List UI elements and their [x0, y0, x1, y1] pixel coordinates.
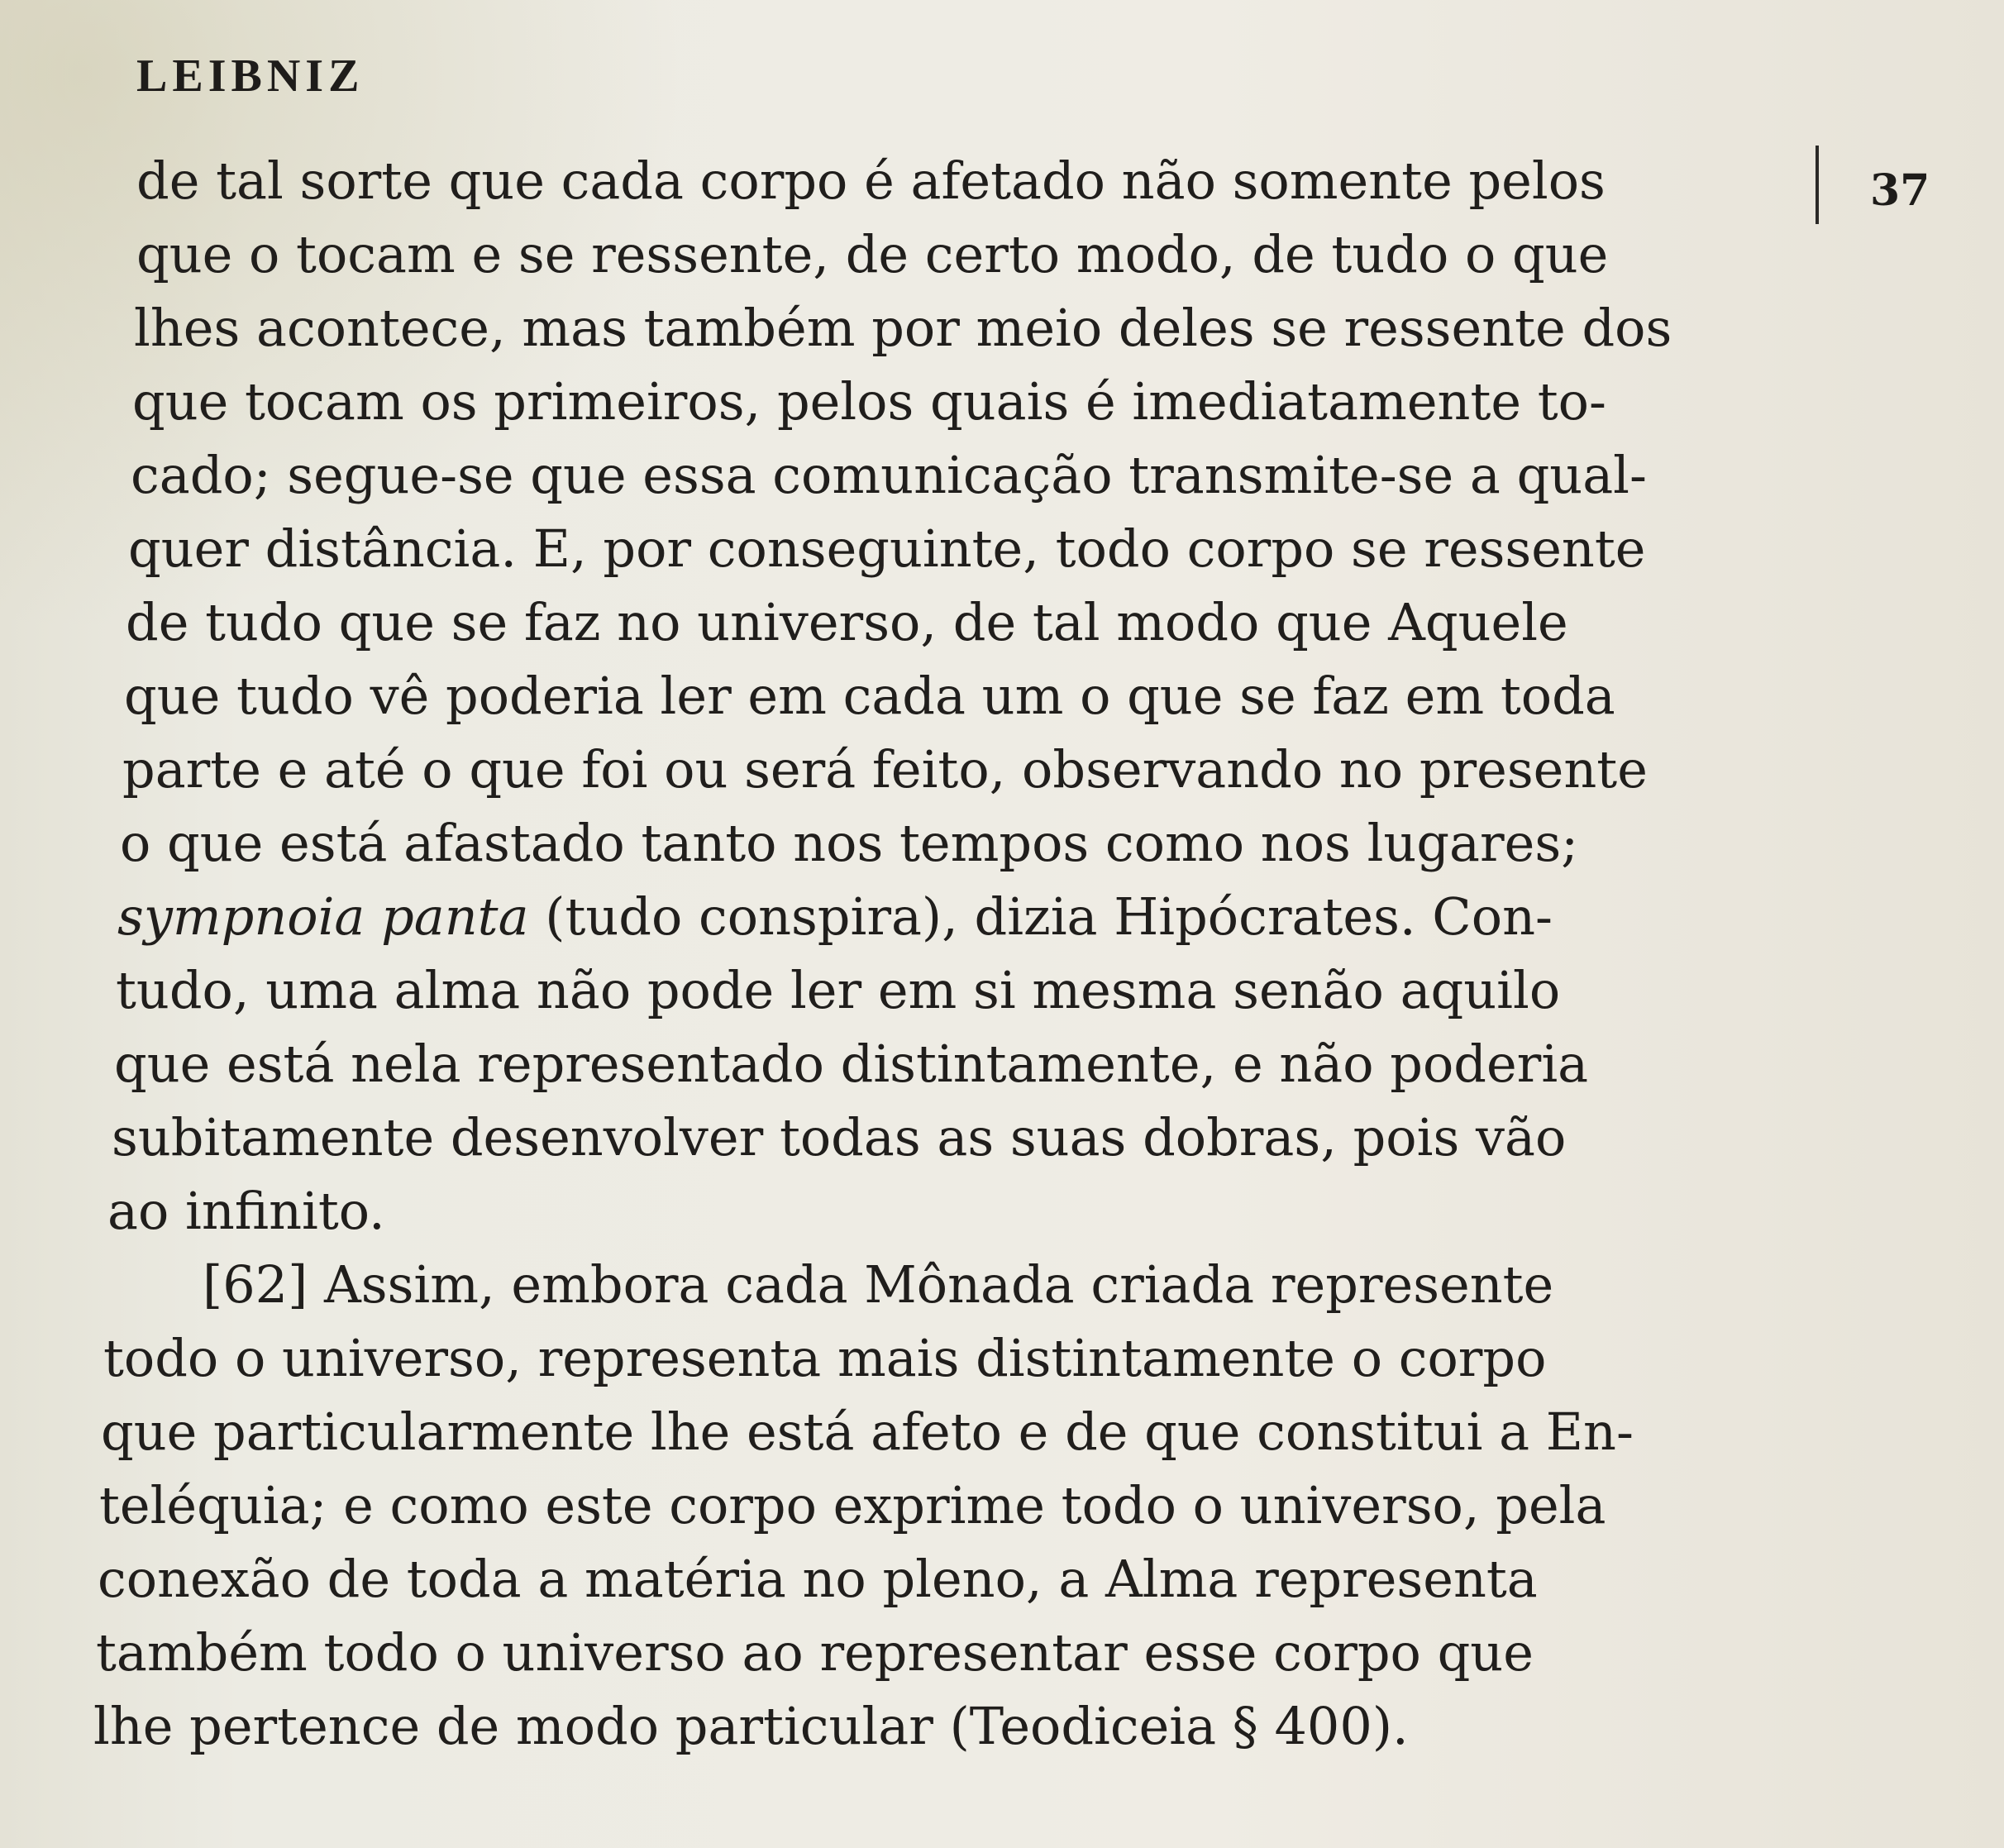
- text-line: cado; segue-se que essa comunicação transmite-se a qual-: [131, 445, 1647, 505]
- text-line: parte e até o que foi ou será feito, observando no presente: [122, 739, 1648, 800]
- text-line: o que está afastado tanto nos tempos como nos lugares;: [120, 813, 1579, 873]
- running-head: LEIBNIZ: [136, 50, 365, 102]
- text-line: que o tocam e se ressente, de certo modo, de tudo o que: [136, 224, 1609, 284]
- text-line: também todo o universo ao representar esse corpo que: [96, 1622, 1534, 1683]
- text-line: subitamente desenvolver todas as suas dobras, pois vão: [112, 1107, 1567, 1168]
- text-line: quer distância. E, por conseguinte, todo corpo se ressente: [128, 518, 1646, 579]
- text-line: lhe pertence de modo particular (Teodiceia § 400).: [93, 1696, 1409, 1756]
- page-number: 37: [1870, 165, 1930, 216]
- text-line: de tal sorte que cada corpo é afetado não somente pelos: [136, 150, 1606, 211]
- text-line: todo o universo, representa mais distintamente o corpo: [103, 1328, 1547, 1388]
- text-line: que particularmente lhe está afeto e de que constitui a En-: [101, 1402, 1634, 1462]
- italic-phrase: sympnoia panta: [117, 886, 529, 947]
- text-line: de tudo que se faz no universo, de tal modo que Aquele: [126, 592, 1568, 652]
- text-line: ao infinito.: [107, 1181, 385, 1241]
- text-line: lhes acontece, mas também por meio deles se ressente dos: [134, 298, 1672, 358]
- text-line: tudo, uma alma não pode ler em si mesma senão aquilo: [116, 960, 1561, 1020]
- text-line: teléquia; e como este corpo exprime todo o universo, pela: [99, 1475, 1606, 1535]
- paragraph-62-first-line: [62] Assim, embora cada Mônada criada represente: [203, 1254, 1554, 1315]
- text-line: que tudo vê poderia ler em cada um o que se faz em toda: [124, 666, 1615, 726]
- text-line-rest: (tudo conspira), dizia Hipócrates. Con-: [528, 886, 1553, 947]
- text-line: que tocam os primeiros, pelos quais é imediatamente to-: [132, 371, 1606, 432]
- text-line: que está nela representado distintamente, e não poderia: [114, 1034, 1589, 1094]
- text-line: conexão de toda a matéria no pleno, a Alma representa: [98, 1549, 1538, 1609]
- text-line: [117, 886, 1553, 947]
